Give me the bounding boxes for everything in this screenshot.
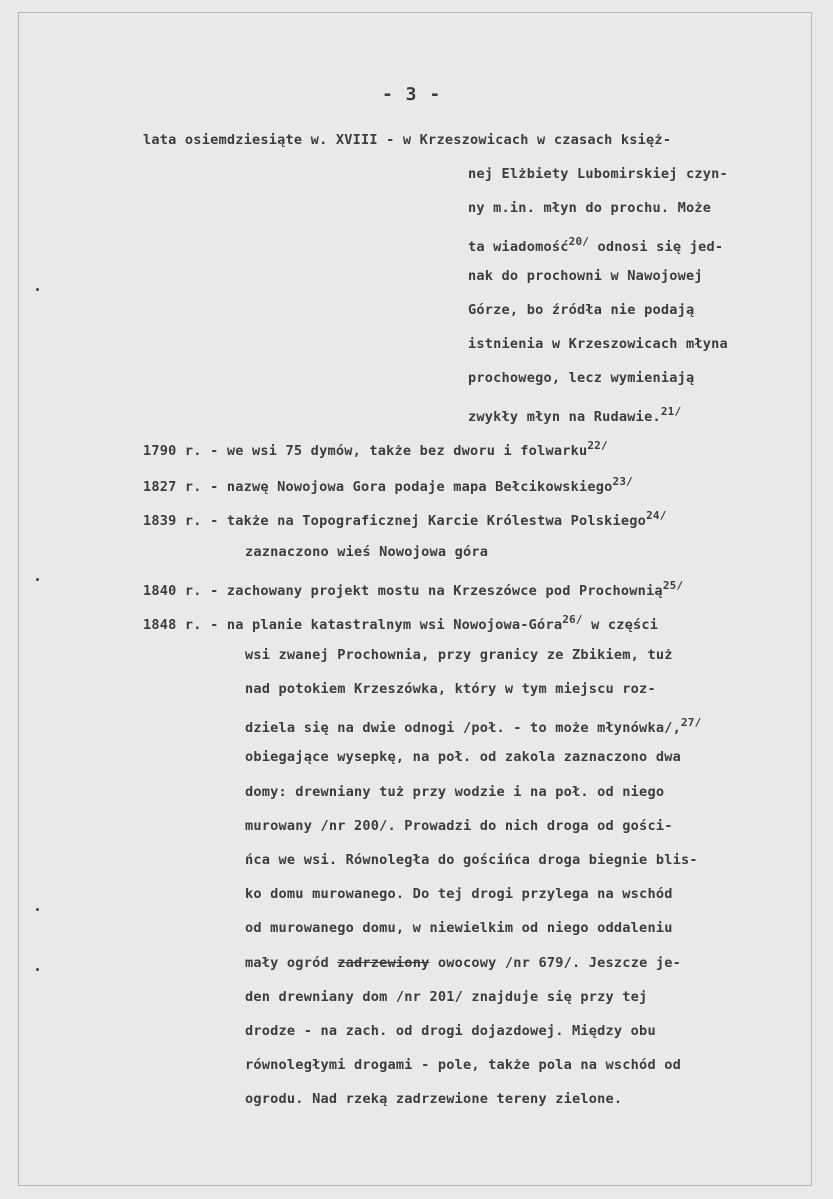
text-line: mały ogród zadrzewiony owocowy /nr 679/. Jeszcze je- [245, 955, 681, 971]
footnote-ref: 22/ [587, 439, 608, 452]
text-line: 1790 r. - we wsi 75 dymów, także bez dworu i folwarku$^{22/}$ [143, 439, 608, 459]
margin-mark [36, 578, 39, 581]
text-line: nad potokiem Krzeszówka, który w tym miejscu roz- [245, 681, 656, 697]
text-line: od murowanego domu, w niewielkim od niego oddaleniu [245, 920, 673, 936]
text-line: zwykły młyn na Rudawie.$^{21/}$ [468, 405, 682, 425]
margin-mark [36, 908, 39, 911]
text-line: równoległymi drogami - pole, także pola na wschód od [245, 1057, 681, 1073]
footnote-ref: 25/ [662, 579, 684, 592]
text-line: ta wiadomość$^{20/}$ odnosi się jed- [468, 235, 724, 255]
footnote-ref: 24/ [646, 509, 667, 522]
text-line: zaznaczono wieś Nowojowa góra [245, 544, 489, 560]
text-line: lata osiemdziesiąte w. XVIII - w Krzeszowicach w czasach księż- [143, 132, 672, 148]
text-line: obiegające wysepkę, na poł. od zakola zaznaczono dwa [245, 749, 681, 765]
text-line: ny m.in. młyn do prochu. Może [468, 200, 712, 216]
text-line: 1840 r. - zachowany projekt mostu na Krzeszówce pod Prochownią$^{25/}$ [143, 579, 684, 599]
text-line: murowany /nr 200/. Prowadzi do nich droga od gości- [245, 818, 673, 834]
text-line: 1839 r. - także na Topograficznej Karcie Królestwa Polskiego$^{24/}$ [143, 509, 667, 529]
footnote-ref: 26/ [562, 613, 583, 626]
text-line: nej Elżbiety Lubomirskiej czyn- [468, 166, 728, 182]
text-line: Górze, bo źródła nie podają [468, 302, 695, 318]
text-line: domy: drewniany tuż przy wodzie i na poł. od niego [245, 784, 665, 800]
text-line: dziela się na dwie odnogi /poł. - to może młynówka/,$^{27/}$ [245, 716, 702, 736]
text-line: 1827 r. - nazwę Nowojowa Gora podaje mapa Bełcikowskiego$^{23/}$ [143, 475, 633, 495]
text-line: 1848 r. - na planie katastralnym wsi Nowojowa-Góra$^{26/}$ w części [143, 613, 659, 633]
text-line: den drewniany dom /nr 201/ znajduje się przy tej [245, 989, 648, 1005]
text-line: wsi zwanej Prochownia, przy granicy ze Zbikiem, tuż [245, 647, 673, 663]
footnote-ref: 20/ [568, 235, 590, 248]
text-line: nak do prochowni w Nawojowej [468, 268, 703, 284]
struck-text: zadrzewiony [337, 955, 430, 971]
footnote-ref: 27/ [680, 716, 702, 729]
text-line: ńca we wsi. Równoległa do gościńca droga biegnie blis- [245, 852, 698, 868]
footnote-ref: 23/ [612, 475, 633, 488]
text-line: ko domu murowanego. Do tej drogi przylega na wschód [245, 886, 673, 902]
margin-mark [36, 288, 39, 291]
margin-mark [36, 968, 39, 971]
text-line: drodze - na zach. od drogi dojazdowej. Między obu [245, 1023, 656, 1039]
footnote-ref: 21/ [660, 405, 682, 418]
text-line: prochowego, lecz wymieniają [468, 370, 695, 386]
page-number: - 3 - [382, 84, 442, 105]
text-line: ogrodu. Nad rzeką zadrzewione tereny zielone. [245, 1091, 623, 1107]
text-line: istnienia w Krzeszowicach młyna [468, 336, 728, 352]
